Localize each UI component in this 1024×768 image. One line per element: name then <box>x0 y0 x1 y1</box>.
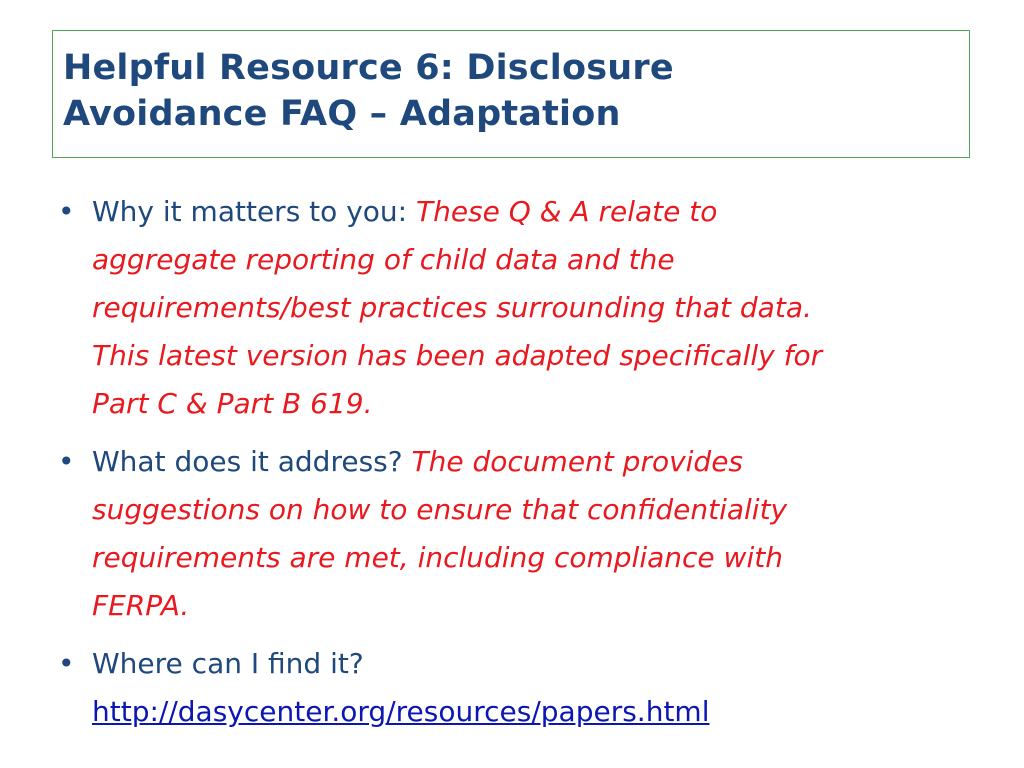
bullet-answer-text: The document provides <box>411 445 744 478</box>
bullet-question: Why it matters to you: <box>92 195 416 228</box>
bullet-answer-text: FERPA. <box>92 589 190 622</box>
bullet-line <box>92 688 958 736</box>
bullet-line <box>92 438 958 486</box>
bullet-icon: • <box>58 195 75 228</box>
bullet-item-where-to-find <box>58 640 958 736</box>
bullet-answer-text: These Q & A relate to <box>415 195 718 228</box>
bullet-icon: • <box>58 445 75 478</box>
bullet-answer-text: This latest version has been adapted specifically for <box>92 339 823 372</box>
resource-link[interactable]: http://dasycenter.org/resources/papers.html <box>92 695 710 728</box>
bullet-item-what-it-addresses <box>58 438 958 630</box>
bullet-icon: • <box>58 647 75 680</box>
bullet-answer-text: requirements/best practices surrounding that data. <box>92 291 812 324</box>
bullet-list <box>58 188 958 746</box>
bullet-answer-text: suggestions on how to ensure that confidentiality <box>92 493 788 526</box>
bullet-answer-text: aggregate reporting of child data and the <box>92 243 675 276</box>
bullet-question: Where can I find it? <box>92 647 364 680</box>
slide-title-line-2: Avoidance FAQ – Adaptation <box>63 94 621 134</box>
title-box <box>52 30 970 158</box>
bullet-answer-text: requirements are met, including compliance with <box>92 541 783 574</box>
bullet-item-why-it-matters <box>58 188 958 428</box>
slide-title-line-1: Helpful Resource 6: Disclosure <box>63 48 674 88</box>
bullet-line <box>92 188 958 236</box>
bullet-answer-text: Part C & Part B 619. <box>92 387 373 420</box>
bullet-question: What does it address? <box>92 445 412 478</box>
